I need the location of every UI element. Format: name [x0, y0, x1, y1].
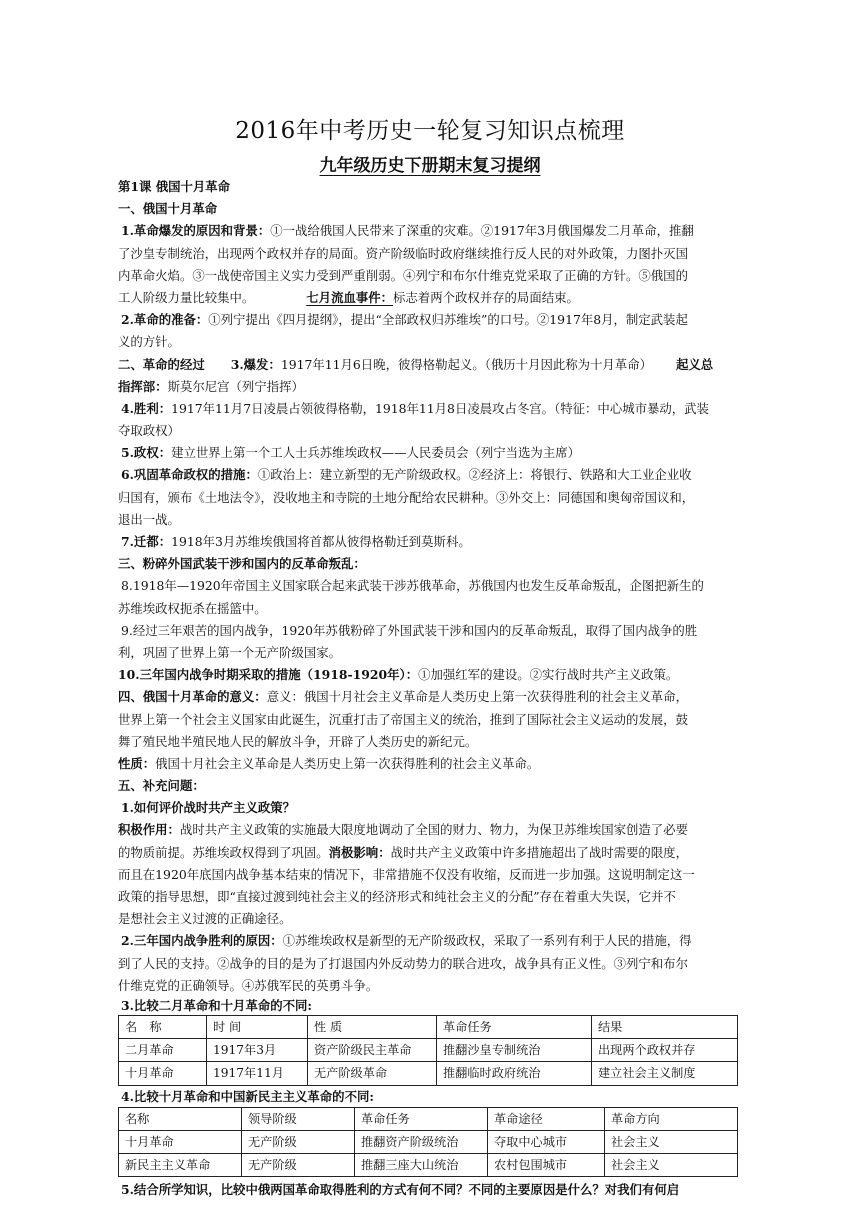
table-row — [119, 1153, 738, 1176]
para-6-line-1: ①政治上：建立新型的无产阶级政权。②经济上：将银行、铁路和大工业企业收 — [257, 467, 692, 483]
negative-line-2b: 战时共产主义政策中许多措施超出了战时需要的限度， — [390, 844, 688, 860]
table-cell: 推翻临时政府统治 — [437, 1062, 592, 1085]
para-7-text: 1918年3月苏维埃俄国将首都从彼得格勒迁到莫斯科。 — [171, 534, 471, 549]
table-cell: 夺取中心城市 — [488, 1130, 605, 1153]
section-5-heading: 五、补充问题： — [118, 778, 205, 794]
document-title: 2016年中考历史一轮复习知识点梳理 — [235, 118, 625, 144]
table-cell: 社会主义 — [605, 1153, 738, 1176]
table-cell: 十月革命 — [119, 1062, 207, 1085]
question-1: 1.如何评价战时共产主义政策？ — [121, 800, 296, 816]
section-4-heading: 四、俄国十月革命的意义： — [118, 689, 267, 705]
table-cell: 无产阶级革命 — [308, 1062, 437, 1085]
document-body — [118, 176, 742, 1201]
question-2-line-2: 到了人民的支持。②战争的目的是为了打退国内外反动势力的联合进攻，战争具有正义性。③列宁和布尔 — [118, 955, 688, 971]
para-2-line-2: 义的方针。 — [118, 334, 180, 350]
para-4 — [118, 398, 742, 420]
table-cell: 1917年3月 — [207, 1039, 308, 1062]
table-cell: 无产阶级 — [242, 1153, 355, 1176]
para-3-text: 1917年11月6日晚，彼得格勒起义。（俄历十月因此称为十月革命） — [280, 356, 652, 372]
lesson-heading: 第1课 俄国十月革命 — [118, 179, 231, 194]
question-2-line-1: ①苏维埃政权是新型的无产阶级政权，采取了一系列有利于人民的措施，得 — [282, 933, 692, 949]
para-3-label: 3.爆发： — [230, 356, 281, 372]
table-cell: 社会主义 — [605, 1130, 738, 1153]
positive-line-1: 战时共产主义政策的实施最大限度地调动了全国的财力、物力，为保卫苏维埃国家创造了必要 — [179, 822, 688, 838]
table-cell: 推翻资产阶级统治 — [355, 1130, 488, 1153]
table-cell: 二月革命 — [119, 1039, 207, 1062]
para-1-line-4a: 工人阶级力量比较集中。 — [118, 289, 255, 305]
positive-effect-label: 积极作用： — [118, 822, 180, 838]
negative-line-3: 而且在1920年底国内战争基本结束的情况下，非常措施不仅没有收缩，反而进一步加强。这说明制定这一 — [118, 866, 695, 882]
para-3-line-2 — [118, 376, 742, 398]
table-header-cell: 时 间 — [207, 1015, 308, 1038]
question-2-line-3: 什维克党的正确领导。④苏俄军民的英勇斗争。 — [118, 977, 379, 993]
para-1-line-2: 了沙皇专制统治，出现两个政权并存的局面。资产阶级临时政府继续推行反人民的对外政策，力图扑灭国 — [118, 245, 688, 261]
positive-effect — [118, 819, 742, 841]
section-4-line-1: 意义：俄国十月社会主义革命是人类历史上第一次获得胜利的社会主义革命， — [266, 689, 688, 705]
question-4: 4.比较十月革命和中国新民主主义革命的不同: — [121, 1088, 374, 1104]
para-1-line-1: ①一战给俄国人民带来了深重的灾难。②1917年3月俄国爆发二月革命，推翻 — [270, 223, 694, 239]
july-event-label: 七月流血事件： — [306, 289, 394, 305]
question-2 — [118, 930, 742, 952]
section-1-heading: 一、俄国十月革命 — [118, 201, 218, 217]
subtitle-text: 九年级历史下册期末复习提纲 — [319, 156, 541, 176]
para-10-label: 10.三年国内战争时期采取的措施（1918-1920年）： — [118, 667, 419, 683]
nature — [118, 753, 742, 775]
table-cell: 资产阶级民主革命 — [308, 1039, 437, 1062]
para-1-line-3: 内革命火焰。③一战使帝国主义实力受到严重削弱。④列宁和布尔什维克党采取了正确的方针。⑤俄国的 — [118, 267, 688, 283]
table-header-cell: 革命方向 — [605, 1107, 738, 1130]
question-5: 5.结合所学知识，比较中俄两国革命取得胜利的方式有何不同？不同的主要原因是什么？对我们有何启 — [121, 1182, 680, 1198]
para-1-label: 1.革命爆发的原因和背景： — [121, 223, 271, 239]
para-5-label: 5.政权： — [121, 445, 172, 461]
table-cell: 农村包围城市 — [488, 1153, 605, 1176]
section-4-line-2: 世界上第一个社会主义国家由此诞生，沉重打击了帝国主义的统治，推到了国际社会主义运动的发展，鼓 — [118, 711, 688, 727]
table-cell: 推翻沙皇专制统治 — [437, 1039, 592, 1062]
para-2-label: 2.革命的准备： — [121, 312, 209, 328]
para-3-label-2a: 起义总 — [675, 356, 714, 372]
para-9-line-1: 9.经过三年艰苦的国内战争，1920年苏俄粉碎了外国武装干涉和国内的反革命叛乱，取得了国内战争的胜 — [121, 622, 698, 638]
para-3-text-2: 斯莫尔尼宫（列宁指挥） — [167, 378, 304, 394]
document-subtitle — [0, 151, 860, 176]
table-cell: 建立社会主义制度 — [592, 1062, 738, 1085]
para-1-line-4c: 标志着两个政权并存的局面结束。 — [393, 289, 579, 305]
table-header-cell: 名 称 — [119, 1015, 207, 1038]
section-4-line-3: 舞了殖民地半殖民地人民的解放斗争，开辟了人类历史的新纪元。 — [118, 733, 478, 749]
para-3-label-2b: 指挥部： — [118, 378, 168, 394]
para-5 — [118, 442, 742, 464]
nature-text: 俄国十月社会主义革命是人类历史上第一次获得胜利的社会主义革命。 — [155, 755, 540, 771]
table-cell: 出现两个政权并存 — [592, 1039, 738, 1062]
positive-line-2 — [118, 842, 742, 864]
para-6 — [118, 464, 742, 486]
table-header-cell: 结果 — [592, 1015, 738, 1038]
para-8-line-2: 苏维埃政权扼杀在摇篮中。 — [118, 600, 267, 616]
para-5-text: 建立世界上第一个工人士兵苏维埃政权——人民委员会（列宁当选为主席） — [171, 445, 580, 461]
table-oct-china-comparison — [118, 1107, 738, 1178]
para-4-line-1: 1917年11月7日凌晨占领彼得格勒，1918年11月8日凌晨攻占冬宫。（特征：中心城市暴动，武装 — [171, 400, 709, 416]
para-6-label: 6.巩固革命政权的措施： — [121, 467, 258, 483]
section-3-heading: 三、粉碎外国武装干涉和国内的反革命叛乱： — [118, 556, 366, 572]
para-3 — [118, 354, 742, 376]
table-header-cell: 革命任务 — [437, 1015, 592, 1038]
para-10-text: ①加强红军的建设。②实行战时共产主义政策。 — [418, 667, 679, 683]
table-cell: 1917年11月 — [207, 1062, 308, 1085]
table-header-cell: 领导阶级 — [242, 1107, 355, 1130]
para-1-line-4 — [118, 287, 742, 309]
para-1 — [118, 220, 742, 242]
para-8-line-1: 8.1918年—1920年帝国主义国家联合起来武装干涉苏俄革命，苏俄国内也发生反革命叛乱，企图把新生的 — [121, 578, 704, 594]
question-3: 3.比较二月革命和十月革命的不同: — [121, 997, 312, 1013]
table-feb-oct-comparison — [118, 1015, 738, 1086]
para-4-line-2: 夺取政权） — [118, 423, 180, 439]
table-header-cell: 性 质 — [308, 1015, 437, 1038]
para-6-line-3: 退出一战。 — [118, 511, 180, 527]
para-7-label: 7.迁都： — [121, 534, 172, 549]
table-header-cell: 革命途径 — [488, 1107, 605, 1130]
section-4 — [118, 686, 742, 708]
table-header-row — [119, 1107, 738, 1130]
question-2-label: 2.三年国内战争胜利的原因： — [121, 933, 283, 949]
negative-line-5: 是想社会主义过渡的正确途径。 — [118, 911, 292, 927]
table-row — [119, 1130, 738, 1153]
para-2-line-1: ①列宁提出《四月提纲》，提出“全部政权归苏维埃”的口号。②1917年8月，制定武装起 — [208, 312, 688, 328]
negative-line-4: 政策的指导思想，即“直接过渡到纯社会主义的经济形式和纯社会主义的分配”存在着重大失误，它并不 — [118, 889, 676, 904]
section-2-heading: 二、革命的经过 — [118, 356, 205, 372]
positive-line-2a: 的物质前提。苏维埃政权得到了巩固。 — [118, 844, 329, 860]
para-9-line-2: 利，巩固了世界上第一个无产阶级国家。 — [118, 644, 342, 660]
para-7 — [118, 531, 742, 553]
para-6-line-2: 归国有，颁布《土地法令》，没收地主和寺院的土地分配给农民耕种。③外交上：同德国和奥匈帝国议和， — [118, 489, 695, 505]
table-cell: 十月革命 — [119, 1130, 242, 1153]
table-cell: 推翻三座大山统治 — [355, 1153, 488, 1176]
table-cell: 无产阶级 — [242, 1130, 355, 1153]
table-header-row — [119, 1015, 738, 1038]
para-10 — [118, 664, 742, 686]
para-2 — [118, 309, 742, 331]
nature-label: 性质： — [118, 755, 156, 771]
para-4-label: 4.胜利： — [121, 400, 172, 416]
table-header-cell: 名称 — [119, 1107, 242, 1130]
table-header-cell: 革命任务 — [355, 1107, 488, 1130]
negative-effect-label: 消极影响： — [328, 844, 391, 860]
table-row — [119, 1062, 738, 1085]
table-row — [119, 1039, 738, 1062]
table-cell: 新民主主义革命 — [119, 1153, 242, 1176]
